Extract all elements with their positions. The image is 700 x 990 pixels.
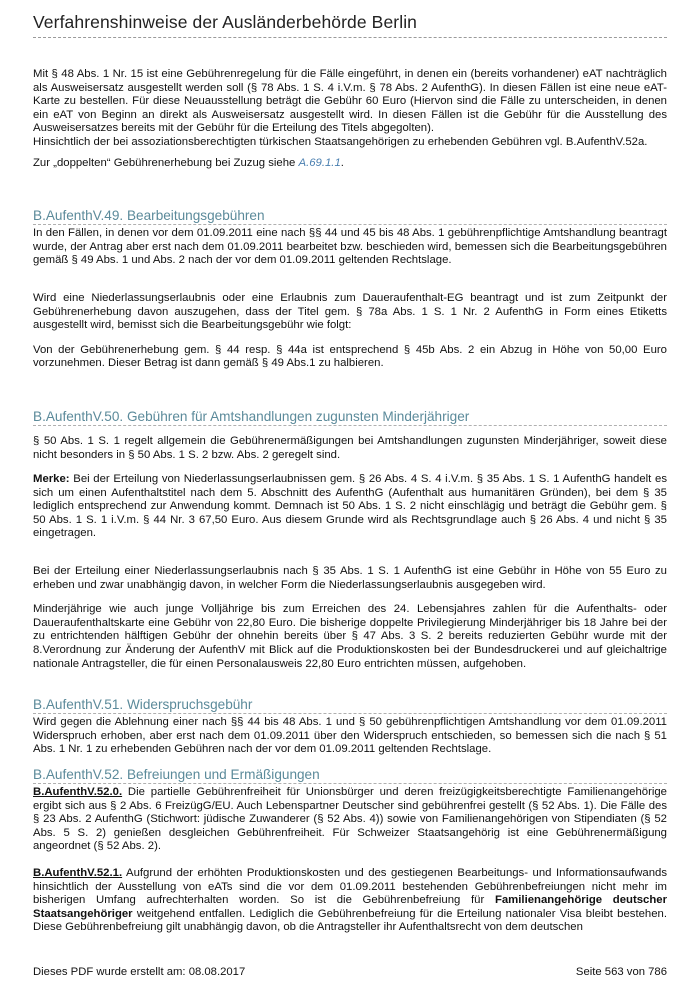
- intro-p3-prefix: Zur „doppelten“ Gebührenerhebung bei Zuzug siehe: [33, 156, 299, 169]
- cross-reference-link[interactable]: A.69.1.1: [298, 156, 341, 169]
- document-body: [33, 68, 667, 935]
- footer-created-date: Dieses PDF wurde erstellt am: 08.08.2017: [33, 966, 246, 978]
- s50-merke-paragraph: [33, 473, 667, 541]
- section-heading-50: B.AufenthV.50. Gebühren für Amtshandlungen zugunsten Minderjähriger: [33, 408, 470, 424]
- merke-label: Merke:: [33, 473, 70, 486]
- s51-paragraph-1: Wird gegen die Ablehnung einer nach §§ 44 bis 48 Abs. 1 und § 50 gebührenpflichtigen Amtshandlung vor dem 01.09.2011 Widerspruch erhoben, aber erst nach dem 01.09.2011 über den Widerspruch entschieden, so bemessen sich die nach § 51 Abs. 1 Nr. 1 zu erhebenden Gebühren nach der vor dem 01.09.2011 geltenden Rechtslage.: [33, 716, 667, 756]
- section-heading-49: B.AufenthV.49. Bearbeitungsgebühren: [33, 208, 265, 224]
- intro-p3-suffix: .: [340, 156, 344, 169]
- merke-text: Bei der Erteilung von Niederlassungserlaubnissen gem. § 26 Abs. 4 S. 4 i.V.m. § 35 Abs. 1 S. 1 AufenthG handelt es sich um einen Aufenthaltstitel nach dem 5. Abschnitt des AufenthG (Aufenthalt aus humanitären Gründen), bei dem § 35 lediglich entsprechend zur Anwendung kommt. Demnach ist 50 Abs. 1 S. 2 nicht einschlägig und beträgt die Gebühr gem. § 50 Abs. 1 S. 1 i.V.m. § 44 Nr. 3 67,50 Euro. Aus diesem Grunde wird als Rechtsgrundlage auch § 26 Abs. 4 und nicht § 35 eingetragen.: [33, 473, 667, 540]
- title-divider: [33, 37, 667, 38]
- s52-0-text: Die partielle Gebührenfreiheit für Unionsbürger und deren freizügigkeitsberechtigte Familienangehörige ergibt sich aus § 2 Abs. 6 FreizügG/EU. Auch Lebenspartner Deutscher sind gebührenfrei gestellt (§ 52 Abs. 1). Die Fälle des § 23 Abs. 2 AufenthG (Stichwort: jüdische Zuwanderer (§ 52 Abs. 4)) sowie von Familienangehörigen von Stipendiaten (§ 52 Abs. 5 S. 2) genießen desgleichen Gebührenfreiheit. Für Schweizer Staatsangehörig ist eine Gebührenermäßigung angeordnet (§ 52 Abs. 2).: [33, 786, 667, 853]
- section-divider: [33, 425, 667, 426]
- section-heading-52: B.AufenthV.52. Befreiungen und Ermäßigungen: [33, 767, 320, 782]
- s49-paragraph-2: Wird eine Niederlassungserlaubnis oder eine Erlaubnis zum Daueraufenthalt-EG beantragt und ist zum Zeitpunkt der Gebührenerhebung davon auszugehen, dass der Titel gem. § 78a Abs. 1 S. 1 Nr. 2 AufenthG in Form eines Etiketts ausgestellt wird, bemisst sich die Bearbeitungsgebühr wie folgt:: [33, 291, 667, 332]
- intro-paragraph-1: Mit § 48 Abs. 1 Nr. 15 ist eine Gebührenregelung für die Fälle eingeführt, in denen ein (bereits vorhandener) eAT nachträglich als Ausweisersatz ausgestellt werden soll (§ 78 Abs. 1 S. 4 i.V.m. § 78 Abs. 2 AufenthG). In diesen Fällen ist eine neue eAT-Karte zu bestellen. Für diese Neuausstellung beträgt die Gebühr 60 Euro (Hiervon sind die Fälle zu unterscheiden, in denen ein eAT von Beginn an direkt als Ausweisersatz ausgestellt wird. In diesen Fällen ist die Gebühr für die Ausstellung des Ausweisersatzes bereits mit der Gebühr für die Erteilung des Titels abgegolten).: [33, 68, 667, 135]
- s52-1-bold: Familienangehörige deutscher Staatsangehöriger: [33, 894, 667, 920]
- s52-paragraph-2: [33, 867, 667, 935]
- s52-1-label: B.AufenthV.52.1.: [33, 866, 123, 879]
- section-divider: [33, 783, 667, 784]
- s52-0-label: B.AufenthV.52.0.: [33, 786, 123, 798]
- intro-paragraph-2: Hinsichtlich der bei assoziationsberechtigten türkischen Staatsangehörigen zu erhebenden Gebühren vgl. B.AufenthV.52a.: [33, 135, 648, 148]
- section-heading-51: B.AufenthV.51. Widerspruchsgebühr: [33, 697, 253, 713]
- s50-paragraph-1: § 50 Abs. 1 S. 1 regelt allgemein die Gebührenermäßigungen bei Amtshandlungen zugunsten Minderjähriger, soweit diese nicht besonders in § 50 Abs. 1 S. 2 bzw. Abs. 2 geregelt sind.: [33, 434, 667, 461]
- page-title: Verfahrenshinweise der Ausländerbehörde Berlin: [33, 12, 418, 32]
- footer-page-number: Seite 563 von 786: [575, 966, 667, 978]
- s49-paragraph-3: Von der Gebührenerhebung gem. § 44 resp. § 44a ist entsprechend § 45b Abs. 2 ein Abzug in Höhe von 50,00 Euro vorzunehmen. Dieser Betrag ist dann gemäß § 49 Abs.1 zu halbieren.: [33, 343, 667, 370]
- s52-1-text-b: weitgehend entfallen. Lediglich die Gebührenbefreiung für die Erteilung nationaler Visa bleibt bestehen. Diese Gebührenbefreiung gilt unabhängig davon, ob die Antragsteller ihr Aufenthaltsrecht von dem deutschen: [33, 907, 667, 934]
- s52-paragraph-1: [33, 786, 667, 854]
- intro-paragraph-3: [33, 157, 667, 171]
- s50-paragraph-3: Bei der Erteilung einer Niederlassungserlaubnis nach § 35 Abs. 1 S. 1 AufenthG ist eine Gebühr in Höhe von 55 Euro zu erheben und zwar unabhängig davon, in welcher Form die Niederlassungserlaubnis ausgegeben wird.: [33, 565, 667, 591]
- section-divider: [33, 224, 667, 225]
- page-header: [33, 12, 667, 38]
- s50-paragraph-4: Minderjährige wie auch junge Volljährige bis zum Erreichen des 24. Lebensjahres zahlen für die Aufenthalts- oder Daueraufenthaltskarte eine Gebühr von 22,80 Euro. Die bisherige doppelte Privilegierung Minderjähriger bis 18 Jahre bei der zu entrichtenden hälftigen Gebühr der ohnehin bereits über § 47 Abs. 3 S. 2 bereits reduzierten Gebühr wurde mit der 8.Verordnung zur Änderung der AufenthV mit Blick auf die Produktionskosten bei der Bundesdruckerei und auf gleichaltrige nationale Antragsteller, die für einen Personalausweis 22,80 Euro entrichten müssen, aufgehoben.: [33, 603, 667, 670]
- s49-paragraph-1: In den Fällen, in denen vor dem 01.09.2011 eine nach §§ 44 und 45 bis 48 Abs. 1 gebührenpflichtige Amtshandlung beantragt wurde, der Antrag aber erst nach dem 01.09.2011 bearbeitet bzw. beschieden wird, bemessen sich die Bearbeitungsgebühren gemäß § 49 Abs. 1 und Abs. 2 nach der vor dem 01.09.2011 geltenden Rechtslage.: [33, 227, 667, 267]
- section-divider: [33, 713, 667, 714]
- s52-1-text-a: Aufgrund der erhöhten Produktionskosten und des gestiegenen Bearbeitungs- und Informationsaufwands hinsichtlich der Ausstellung von eATs sind die vor dem 01.09.2011 bestehenden Gebührenbefreiungen nicht mehr im bisherigen Umfang aufrechterhalten worden. So ist die Gebührenbefreiung für: [33, 866, 667, 907]
